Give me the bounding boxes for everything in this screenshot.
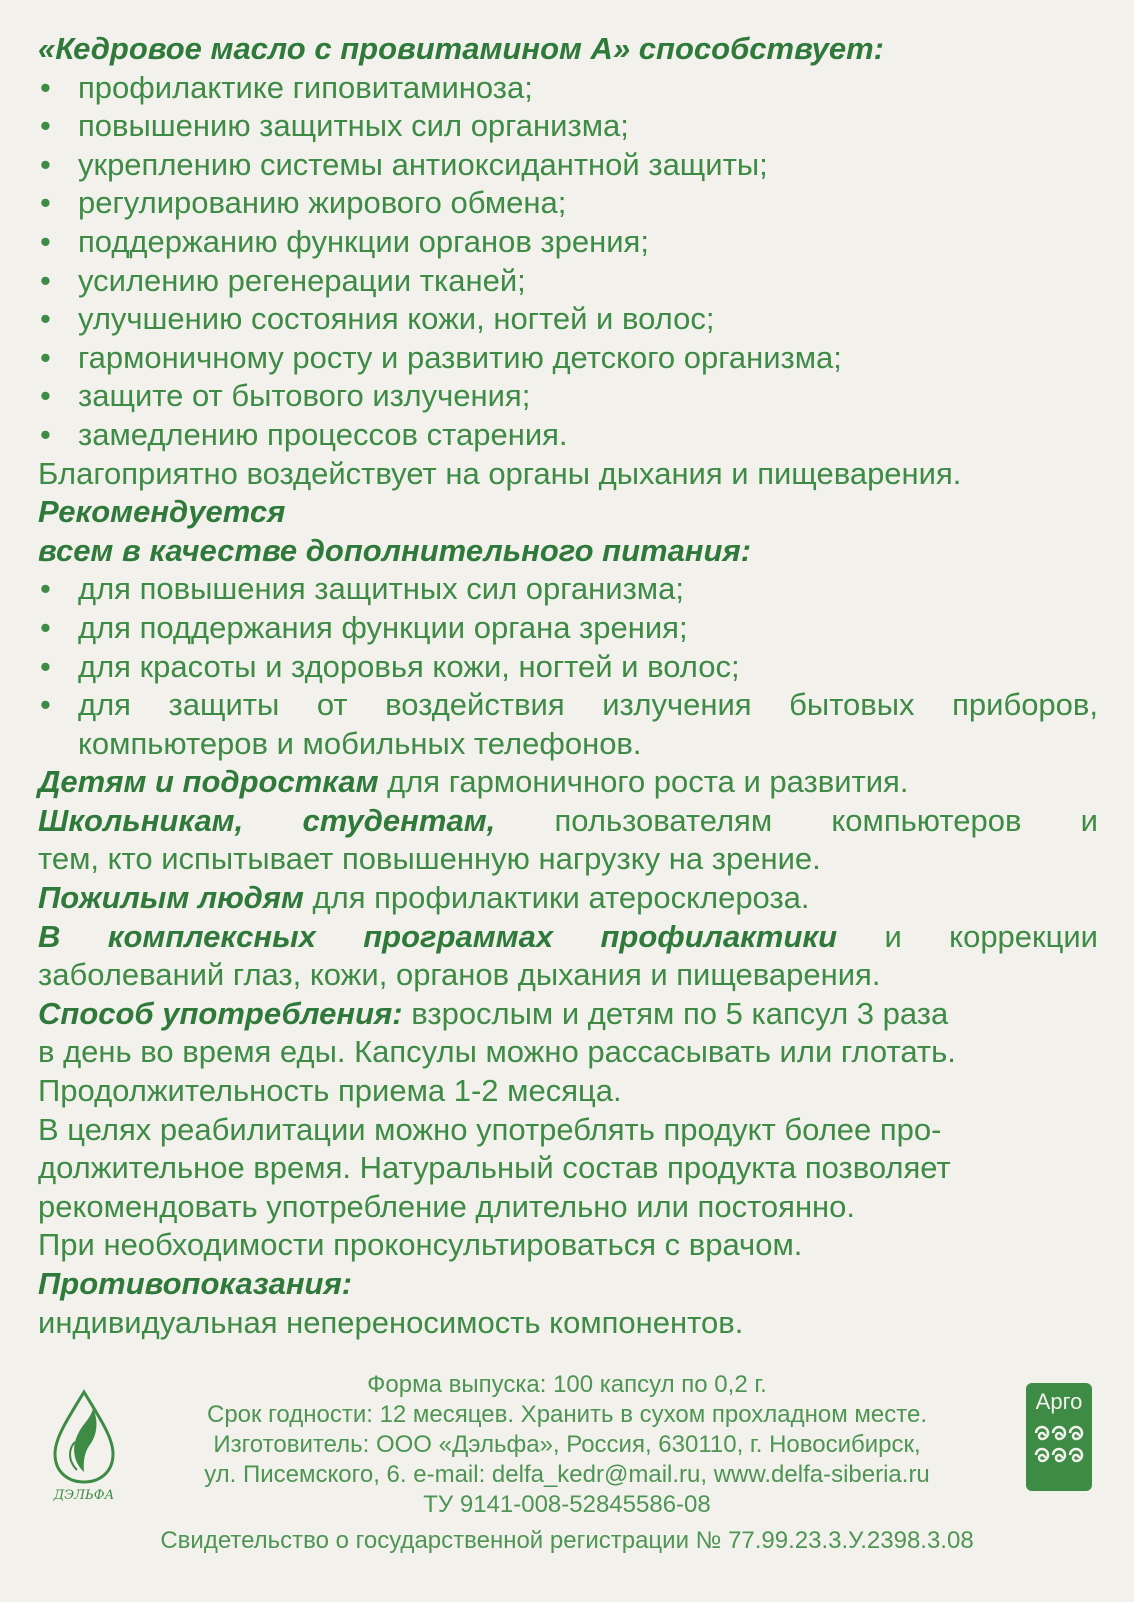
children-text: для гармоничного роста и развития. (378, 764, 909, 800)
students-text: пользователям компьютеров и (495, 802, 1098, 838)
elderly-text: для профилактики атеросклероза. (303, 880, 810, 916)
list-item (38, 686, 1098, 763)
students-line1 (38, 802, 1098, 841)
students-label: Школьникам, студентам, (38, 802, 496, 838)
registration-certificate: Свидетельство о государственной регистрации № 77.99.23.3.У.2398.3.08 (160, 1527, 974, 1554)
shelf-life: Срок годности: 12 месяцев. Хранить в сухом прохладном месте. (206, 1401, 928, 1428)
manufacturer-address: ул. Писемского, 6. e-mail: delfa_kedr@mail.ru, www.delfa-siberia.ru (204, 1461, 930, 1488)
list-item: • повышению защитных сил организма; (38, 107, 1098, 146)
contra-text: индивидуальная непереносимость компонентов. (38, 1304, 744, 1340)
usage-label: Способ употребления: (38, 995, 403, 1031)
footer-info (0, 1370, 1134, 1556)
list-item: • защите от бытового излучения; (38, 377, 1098, 416)
list-item: • для поддержания функции органа зрения; (38, 609, 1098, 648)
contra-label: Противопоказания: (38, 1266, 353, 1301)
elderly-paragraph (38, 879, 1098, 918)
recommend-heading: Рекомендуется (38, 494, 286, 530)
list-item: • укреплению системы антиоксидантной защиты; (38, 146, 1098, 185)
list-item: • регулированию жирового обмена; (38, 184, 1098, 223)
intro-heading: «Кедровое масло с провитамином А» способствует: (38, 31, 884, 66)
elderly-label: Пожилым людям (38, 880, 304, 916)
recommend-subheading: всем в качестве дополнительного питания: (38, 532, 752, 568)
list-item: • поддержанию функции органов зрения; (38, 223, 1098, 262)
complex-text: и коррекции (837, 918, 1098, 954)
usage-text: взрослым и детям по 5 капсул 3 раза (402, 995, 949, 1031)
recommend-list (38, 570, 1098, 763)
leaflet-content (38, 30, 1098, 1342)
complex-label: В комплексных программах профилактики (38, 918, 838, 954)
list-item: • профилактике гиповитаминоза; (38, 69, 1098, 108)
list-item: • для повышения защитных сил организма; (38, 570, 1098, 609)
usage-line4: В целях реабилитации можно употреблять продукт более про- (38, 1111, 942, 1147)
last-bullet-line2: компьютеров и мобильных телефонов. (78, 725, 642, 761)
usage-line3: Продолжительность приема 1-2 месяца. (38, 1073, 622, 1109)
intro-closing: Благоприятно воздействует на органы дыхания и пищеварения. (38, 455, 962, 491)
usage-line6: рекомендовать употребление длительно или постоянно. (38, 1188, 856, 1224)
list-item: • улучшению состояния кожи, ногтей и волос; (38, 300, 1098, 339)
argo-brand: Арго (1035, 1389, 1083, 1414)
list-item: • усилению регенерации тканей; (38, 262, 1098, 301)
benefits-list (38, 69, 1098, 455)
usage-line7: При необходимости проконсультироваться с врачом. (38, 1227, 803, 1263)
usage-line1 (38, 995, 1098, 1034)
usage-line5: должительное время. Натуральный состав продукта позволяет (38, 1150, 951, 1186)
list-item: • для красоты и здоровья кожи, ногтей и волос; (38, 648, 1098, 687)
release-form: Форма выпуска: 100 капсул по 0,2 г. (367, 1371, 767, 1398)
complex-line2: заболеваний глаз, кожи, органов дыхания и пищеварения. (38, 957, 881, 993)
children-paragraph (38, 763, 1098, 802)
delfa-brand: ДЭЛЬФА (53, 1488, 115, 1503)
tu-number: ТУ 9141-008-52845586-08 (423, 1491, 711, 1518)
students-line2: тем, кто испытывает повышенную нагрузку на зрение. (38, 841, 821, 877)
complex-line1 (38, 918, 1098, 957)
manufacturer: Изготовитель: ООО «Дэльфа», Россия, 630110, г. Новосибирск, (213, 1431, 921, 1458)
list-item: • гармоничному росту и развитию детского организма; (38, 339, 1098, 378)
last-bullet-line1: • для защиты от воздействия излучения бытовых приборов, (78, 687, 1098, 723)
children-label: Детям и подросткам (38, 764, 379, 800)
list-item: • замедлению процессов старения. (38, 416, 1098, 455)
usage-line2: в день во время еды. Капсулы можно рассасывать или глотать. (38, 1034, 956, 1070)
